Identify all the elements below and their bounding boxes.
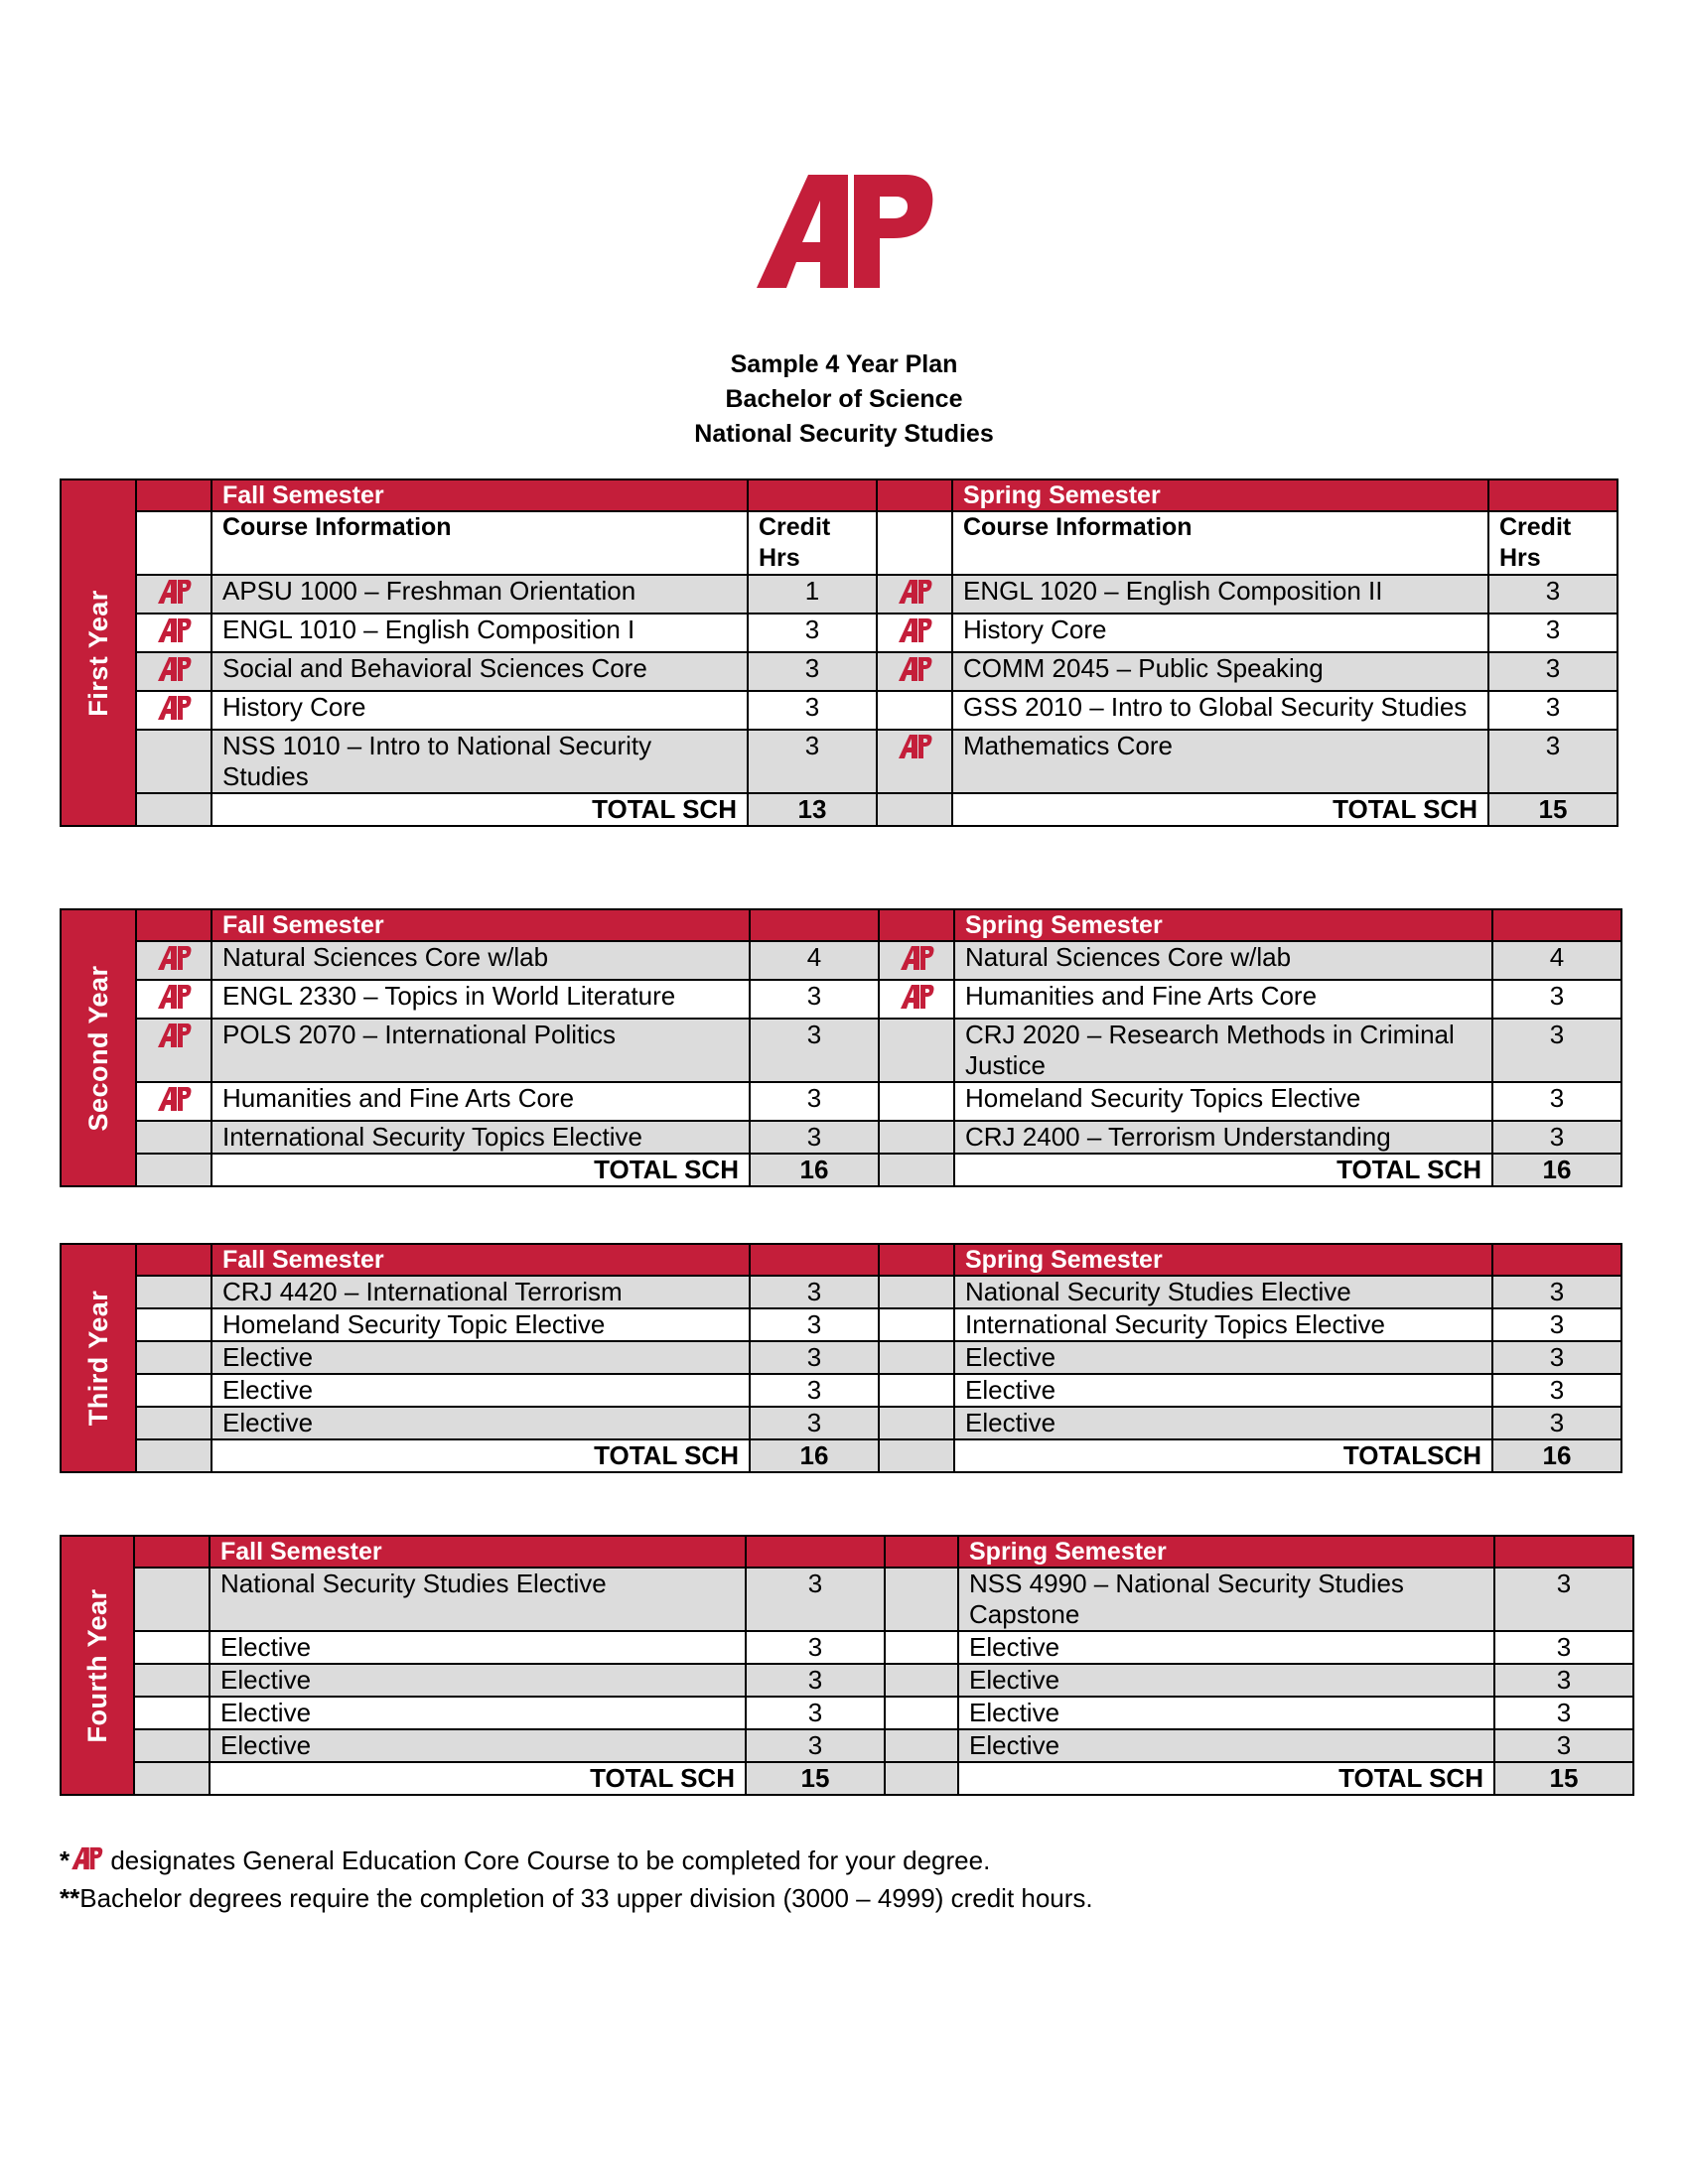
spring-course-name: CRJ 2020 – Research Methods in Criminal Justice [954, 1019, 1492, 1082]
semester-header-row [61, 909, 1621, 941]
table-row [61, 1308, 1621, 1341]
header-credit-cell [1488, 479, 1618, 511]
core-marker-cell [885, 1697, 958, 1729]
total-icon-cell [879, 1439, 954, 1472]
year-label-text: Second Year [83, 964, 113, 1132]
icon-column-header [877, 511, 952, 575]
core-marker-cell [877, 614, 952, 652]
core-marker-cell [136, 1308, 211, 1341]
spring-total-label: TOTAL SCH [958, 1762, 1494, 1795]
fall-course-credits: 1 [748, 575, 877, 614]
core-marker-cell [879, 1082, 954, 1121]
total-icon-cell [879, 1154, 954, 1186]
icon-column-header [136, 511, 211, 575]
total-icon-cell [877, 793, 952, 826]
table-row [61, 575, 1618, 614]
course-info-header: Course Information [952, 511, 1488, 575]
spring-course-credits: 3 [1492, 1341, 1621, 1374]
fall-course-credits: 4 [750, 941, 879, 980]
fall-course-credits: 3 [750, 1276, 879, 1308]
spring-course-credits: 3 [1492, 1407, 1621, 1439]
table-row [61, 980, 1621, 1019]
fall-course-name: Elective [211, 1341, 750, 1374]
header-icon-cell [879, 1244, 954, 1276]
fall-course-credits: 3 [750, 1374, 879, 1407]
semester-header-row [61, 1536, 1633, 1568]
header-icon-cell [136, 909, 211, 941]
fall-course-name: Elective [210, 1631, 746, 1664]
spring-semester-heading: Spring Semester [958, 1536, 1494, 1568]
credit-hrs-header: Credit Hrs [748, 511, 877, 575]
fall-course-name: APSU 1000 – Freshman Orientation [211, 575, 748, 614]
spring-course-name: National Security Studies Elective [954, 1276, 1492, 1308]
spring-course-name: Elective [958, 1631, 1494, 1664]
year-label [61, 1536, 134, 1795]
core-marker-cell [134, 1664, 210, 1697]
total-icon-cell [885, 1762, 958, 1795]
header-icon-cell [136, 1244, 211, 1276]
ap-core-icon [897, 582, 932, 612]
core-marker-cell [879, 1276, 954, 1308]
year-label-text: First Year [83, 589, 113, 717]
total-row [61, 1762, 1633, 1795]
ap-core-icon [70, 1844, 103, 1880]
spring-semester-heading: Spring Semester [952, 479, 1488, 511]
core-marker-cell [877, 652, 952, 691]
spring-course-credits: 4 [1492, 941, 1621, 980]
fall-total-label: TOTAL SCH [211, 1439, 750, 1472]
core-marker-cell [879, 1121, 954, 1154]
table-row [61, 1664, 1633, 1697]
core-marker-cell [879, 980, 954, 1019]
fall-total-label: TOTAL SCH [210, 1762, 746, 1795]
core-marker-cell [136, 1019, 211, 1082]
spring-course-credits: 3 [1488, 730, 1618, 793]
fall-course-name: Elective [211, 1407, 750, 1439]
spring-total-label: TOTAL SCH [952, 793, 1488, 826]
fall-semester-heading: Fall Semester [210, 1536, 746, 1568]
spring-total-value: 16 [1492, 1439, 1621, 1472]
fall-course-name: National Security Studies Elective [210, 1568, 746, 1631]
spring-course-credits: 3 [1494, 1568, 1633, 1631]
fall-course-name: CRJ 4420 – International Terrorism [211, 1276, 750, 1308]
spring-total-value: 15 [1494, 1762, 1633, 1795]
apsu-logo [757, 171, 935, 306]
ap-core-icon [897, 620, 932, 650]
total-icon-cell [136, 1154, 211, 1186]
spring-course-name: Elective [954, 1374, 1492, 1407]
core-marker-cell [136, 980, 211, 1019]
core-marker-cell [136, 1341, 211, 1374]
fall-course-credits: 3 [748, 614, 877, 652]
table-row [61, 1374, 1621, 1407]
fall-course-credits: 3 [750, 1407, 879, 1439]
course-info-header: Course Information [211, 511, 748, 575]
year-table-4 [60, 1535, 1634, 1796]
core-marker-cell [136, 1276, 211, 1308]
core-marker-cell [879, 1407, 954, 1439]
total-icon-cell [136, 793, 211, 826]
table-row [61, 652, 1618, 691]
ap-core-icon [899, 987, 934, 1017]
year-table-2 [60, 908, 1622, 1187]
spring-course-name: Homeland Security Topics Elective [954, 1082, 1492, 1121]
fall-course-credits: 3 [750, 1341, 879, 1374]
spring-course-credits: 3 [1492, 1082, 1621, 1121]
header-icon-cell [885, 1536, 958, 1568]
spring-total-label: TOTAL SCH [954, 1154, 1492, 1186]
spring-course-name: Elective [954, 1341, 1492, 1374]
ap-core-icon [156, 582, 192, 612]
core-marker-cell [136, 575, 211, 614]
fall-course-credits: 3 [750, 980, 879, 1019]
fall-course-name: Elective [210, 1697, 746, 1729]
header-icon-cell [877, 479, 952, 511]
table-row [61, 1729, 1633, 1762]
fall-course-credits: 3 [750, 1308, 879, 1341]
core-marker-cell [877, 691, 952, 730]
header-credit-cell [746, 1536, 885, 1568]
core-marker-cell [136, 1407, 211, 1439]
fall-course-name: Natural Sciences Core w/lab [211, 941, 750, 980]
spring-course-name: Natural Sciences Core w/lab [954, 941, 1492, 980]
table-row [61, 730, 1618, 793]
spring-course-name: International Security Topics Elective [954, 1308, 1492, 1341]
footnote-core-text: designates General Education Core Course to be completed for your degree. [103, 1845, 991, 1875]
spring-course-credits: 3 [1492, 1019, 1621, 1082]
core-marker-cell [136, 941, 211, 980]
spring-course-credits: 3 [1492, 1276, 1621, 1308]
year-label [61, 1244, 136, 1472]
footnote-upper-asterisk: ** [60, 1883, 80, 1913]
fall-course-name: Elective [210, 1664, 746, 1697]
spring-course-credits: 3 [1488, 691, 1618, 730]
footnote-core-asterisk: * [60, 1845, 70, 1875]
table-row [61, 1631, 1633, 1664]
fall-semester-heading: Fall Semester [211, 909, 750, 941]
fall-course-credits: 3 [748, 730, 877, 793]
header-credit-cell [750, 909, 879, 941]
footnote-upper-division [60, 1880, 1093, 1916]
spring-course-name: CRJ 2400 – Terrorism Understanding [954, 1121, 1492, 1154]
spring-course-credits: 3 [1494, 1631, 1633, 1664]
ap-core-icon [899, 948, 934, 978]
spring-course-name: Elective [958, 1664, 1494, 1697]
core-marker-cell [134, 1631, 210, 1664]
total-row [61, 793, 1618, 826]
core-marker-cell [877, 575, 952, 614]
fall-course-credits: 3 [746, 1664, 885, 1697]
fall-course-credits: 3 [746, 1697, 885, 1729]
spring-course-credits: 3 [1494, 1697, 1633, 1729]
header-credit-cell [1492, 909, 1621, 941]
year-label-text: Third Year [83, 1290, 113, 1427]
spring-course-credits: 3 [1494, 1664, 1633, 1697]
fall-course-credits: 3 [746, 1568, 885, 1631]
core-marker-cell [879, 1308, 954, 1341]
fall-total-value: 15 [746, 1762, 885, 1795]
year-table-1 [60, 478, 1618, 827]
core-marker-cell [885, 1631, 958, 1664]
fall-course-name: International Security Topics Elective [211, 1121, 750, 1154]
semester-header-row [61, 479, 1618, 511]
spring-semester-heading: Spring Semester [954, 1244, 1492, 1276]
header-credit-cell [750, 1244, 879, 1276]
fall-course-name: Elective [210, 1729, 746, 1762]
spring-course-name: NSS 4990 – National Security Studies Capstone [958, 1568, 1494, 1631]
table-row [61, 1019, 1621, 1082]
ap-core-icon [156, 620, 192, 650]
semester-header-row [61, 1244, 1621, 1276]
year-label [61, 909, 136, 1186]
spring-course-name: Mathematics Core [952, 730, 1488, 793]
ap-core-icon [897, 659, 932, 689]
header-icon-cell [879, 909, 954, 941]
year-table-3 [60, 1243, 1622, 1473]
fall-course-credits: 3 [746, 1729, 885, 1762]
spring-course-credits: 3 [1492, 1308, 1621, 1341]
spring-course-name: History Core [952, 614, 1488, 652]
table-row [61, 1697, 1633, 1729]
fall-course-credits: 3 [750, 1019, 879, 1082]
table-row [61, 1276, 1621, 1308]
fall-course-name: Elective [211, 1374, 750, 1407]
spring-total-label: TOTALSCH [954, 1439, 1492, 1472]
fall-course-credits: 3 [748, 652, 877, 691]
total-icon-cell [136, 1439, 211, 1472]
spring-course-name: Elective [958, 1729, 1494, 1762]
header-credit-cell [748, 479, 877, 511]
header-icon-cell [136, 479, 211, 511]
footnote-upper-text: Bachelor degrees require the completion of 33 upper division (3000 – 4999) credit hours. [79, 1883, 1093, 1913]
spring-course-credits: 3 [1492, 1121, 1621, 1154]
table-row [61, 1407, 1621, 1439]
spring-course-name: ENGL 1020 – English Composition II [952, 575, 1488, 614]
core-marker-cell [885, 1729, 958, 1762]
ap-core-icon [156, 1089, 192, 1119]
total-row [61, 1439, 1621, 1472]
fall-total-label: TOTAL SCH [211, 793, 748, 826]
spring-course-credits: 3 [1494, 1729, 1633, 1762]
fall-course-name: Homeland Security Topic Elective [211, 1308, 750, 1341]
fall-course-name: Social and Behavioral Sciences Core [211, 652, 748, 691]
core-marker-cell [879, 1374, 954, 1407]
core-marker-cell [877, 730, 952, 793]
core-marker-cell [136, 730, 211, 793]
title-line-3: National Security Studies [694, 420, 994, 448]
table-row [61, 941, 1621, 980]
fall-course-name: Humanities and Fine Arts Core [211, 1082, 750, 1121]
fall-total-value: 16 [750, 1154, 879, 1186]
header-icon-cell [134, 1536, 210, 1568]
table-row [61, 1082, 1621, 1121]
year-label-text: Fourth Year [82, 1587, 112, 1743]
ap-core-icon [156, 698, 192, 728]
spring-course-credits: 3 [1488, 614, 1618, 652]
core-marker-cell [879, 941, 954, 980]
fall-course-name: ENGL 1010 – English Composition I [211, 614, 748, 652]
core-marker-cell [134, 1729, 210, 1762]
ap-core-icon [156, 1025, 192, 1055]
core-marker-cell [879, 1019, 954, 1082]
core-marker-cell [136, 614, 211, 652]
total-row [61, 1154, 1621, 1186]
fall-total-value: 16 [750, 1439, 879, 1472]
fall-course-name: ENGL 2330 – Topics in World Literature [211, 980, 750, 1019]
core-marker-cell [885, 1568, 958, 1631]
core-marker-cell [134, 1697, 210, 1729]
fall-total-value: 13 [748, 793, 877, 826]
total-icon-cell [134, 1762, 210, 1795]
core-marker-cell [136, 652, 211, 691]
credit-hrs-header: Credit Hrs [1488, 511, 1618, 575]
fall-semester-heading: Fall Semester [211, 479, 748, 511]
page-title [0, 347, 1688, 452]
footnote-core [60, 1843, 1093, 1880]
fall-semester-heading: Fall Semester [211, 1244, 750, 1276]
spring-total-value: 16 [1492, 1154, 1621, 1186]
footnotes [60, 1843, 1093, 1916]
core-marker-cell [879, 1341, 954, 1374]
ap-core-icon [156, 948, 192, 978]
spring-course-credits: 3 [1488, 575, 1618, 614]
core-marker-cell [885, 1664, 958, 1697]
core-marker-cell [136, 1121, 211, 1154]
fall-course-credits: 3 [750, 1082, 879, 1121]
fall-course-credits: 3 [750, 1121, 879, 1154]
spring-course-credits: 3 [1492, 1374, 1621, 1407]
spring-course-name: Elective [954, 1407, 1492, 1439]
spring-total-value: 15 [1488, 793, 1618, 826]
core-marker-cell [136, 1374, 211, 1407]
title-line-1: Sample 4 Year Plan [730, 350, 958, 378]
spring-course-credits: 3 [1488, 652, 1618, 691]
header-credit-cell [1494, 1536, 1633, 1568]
ap-core-icon [156, 987, 192, 1017]
year-label [61, 479, 136, 826]
fall-total-label: TOTAL SCH [211, 1154, 750, 1186]
fall-course-name: POLS 2070 – International Politics [211, 1019, 750, 1082]
spring-semester-heading: Spring Semester [954, 909, 1492, 941]
column-header-row [61, 511, 1618, 575]
core-marker-cell [134, 1568, 210, 1631]
spring-course-name: GSS 2010 – Intro to Global Security Studies [952, 691, 1488, 730]
fall-course-name: NSS 1010 – Intro to National Security Studies [211, 730, 748, 793]
table-row [61, 1121, 1621, 1154]
table-row [61, 1341, 1621, 1374]
spring-course-name: COMM 2045 – Public Speaking [952, 652, 1488, 691]
core-marker-cell [136, 1082, 211, 1121]
spring-course-name: Humanities and Fine Arts Core [954, 980, 1492, 1019]
ap-core-icon [156, 659, 192, 689]
fall-course-credits: 3 [746, 1631, 885, 1664]
table-row [61, 691, 1618, 730]
spring-course-name: Elective [958, 1697, 1494, 1729]
spring-course-credits: 3 [1492, 980, 1621, 1019]
table-row [61, 1568, 1633, 1631]
fall-course-name: History Core [211, 691, 748, 730]
header-credit-cell [1492, 1244, 1621, 1276]
ap-core-icon [897, 737, 932, 766]
title-line-2: Bachelor of Science [725, 385, 963, 413]
fall-course-credits: 3 [748, 691, 877, 730]
core-marker-cell [136, 691, 211, 730]
table-row [61, 614, 1618, 652]
